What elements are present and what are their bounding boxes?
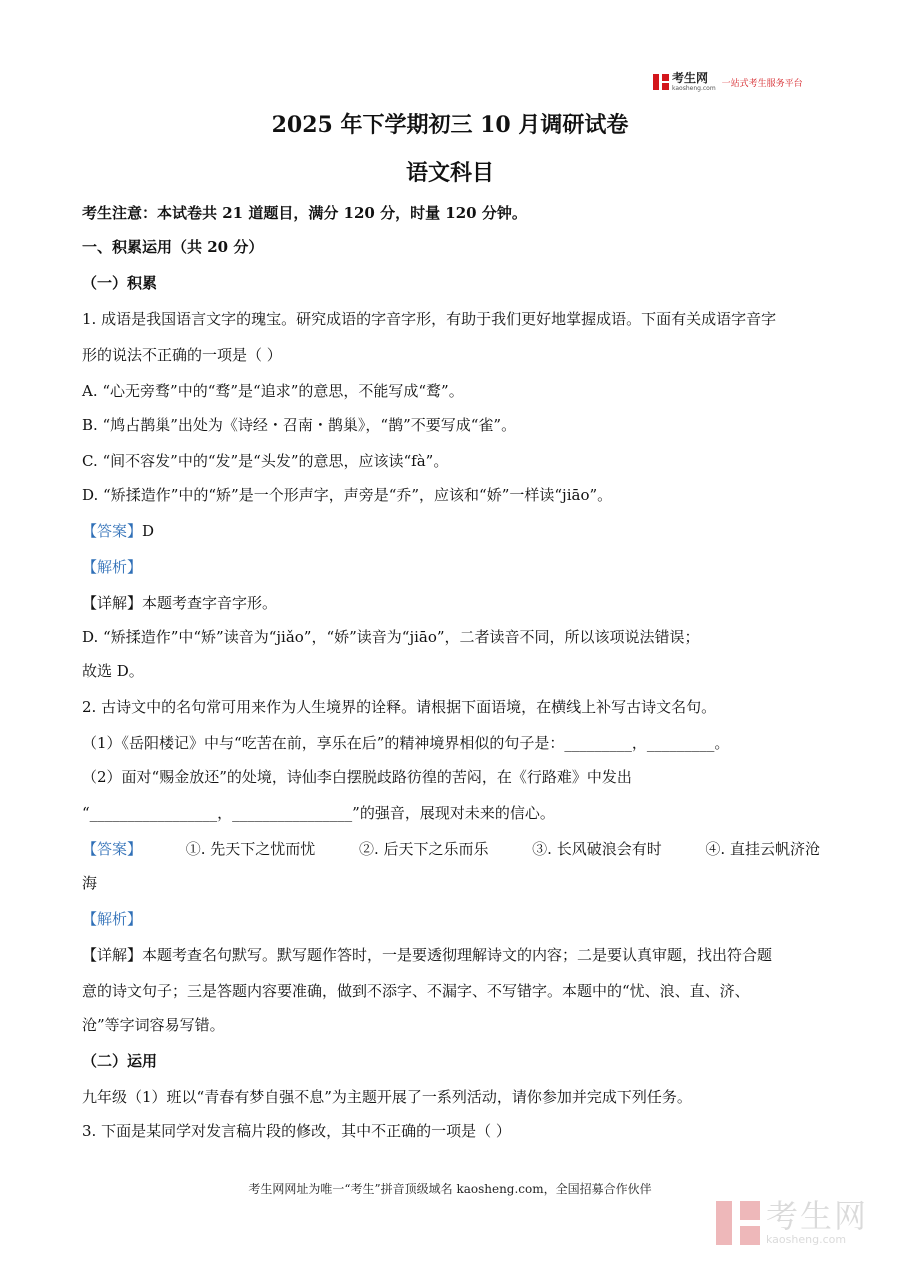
page-title: 2025 年下学期初三 10 月调研试卷 xyxy=(271,112,629,138)
analysis-tag: 【解析】 xyxy=(82,558,143,576)
question-2-stem: 2. 古诗文中的名句常可用来作为人生境界的诠释。请根据下面语境，在横线上补写古诗文名句。 xyxy=(82,698,717,716)
question-2-detail-line: 沧”等字词容易写错。 xyxy=(82,1016,225,1034)
answer-item: ③. 长风破浪会有时 xyxy=(532,840,662,858)
question-1-option-d: D. “矫揉造作”中的“矫”是一个形声字，声旁是“乔”，应该和“娇”一样读“jiāo”。 xyxy=(82,486,613,504)
question-1-detail: 【详解】本题考查字音字形。 xyxy=(82,594,278,612)
logo-slogan: 一站式考生服务平台 xyxy=(721,78,803,89)
question-1-answer xyxy=(82,520,822,541)
kaosheng-logo-icon xyxy=(653,74,669,90)
watermark xyxy=(716,1197,869,1246)
question-1-option-c: C. “间不容发”中的“发”是“头发”的意思，应该读“fà”。 xyxy=(82,452,449,470)
answer-tag: 【答案】 xyxy=(82,840,143,858)
question-2-part-1: （1）《岳阳楼记》中与“吃苦在前，享乐在后”的精神境界相似的句子是：_________，_________。 xyxy=(82,734,730,752)
answer-tag: 【答案】 xyxy=(82,522,143,540)
question-2-answer xyxy=(82,838,822,859)
question-1-option-a: A. “心无旁骛”中的“骛”是“追求”的意思，不能写成“鹜”。 xyxy=(82,382,464,400)
answer-item: ②. 后天下之乐而乐 xyxy=(358,840,489,858)
question-2-part-2: （2）面对“赐金放还”的处境，诗仙李白摆脱歧路彷徨的苦闷，在《行路难》中发出 xyxy=(82,768,632,786)
analysis-tag: 【解析】 xyxy=(82,910,143,928)
page-footer: 考生网网址为唯一“考生”拼音顶级域名 kaosheng.com，全国招募合作伙伴 xyxy=(248,1182,652,1196)
question-1-stem-cont: 形的说法不正确的一项是（ ） xyxy=(82,346,282,364)
task-context: 九年级（1）班以“青春有梦自强不息”为主题开展了一系列活动，请你参加并完成下列任务。 xyxy=(82,1088,692,1106)
logo-name: 考生网 xyxy=(672,71,709,85)
watermark-domain: kaosheng.com xyxy=(766,1233,847,1246)
header-logo[interactable] xyxy=(653,72,803,92)
exam-notice: 考生注意：本试卷共 21 道题目，满分 120 分，时量 120 分钟。 xyxy=(82,204,527,222)
question-1-stem: 1. 成语是我国语言文字的瑰宝。研究成语的字音字形，有助于我们更好地掌握成语。下面有关成语字音字 xyxy=(82,310,777,328)
answer-value: D xyxy=(142,522,155,540)
section-heading: 一、积累运用（共 20 分） xyxy=(82,238,264,256)
question-3-stem: 3. 下面是某同学对发言稿片段的修改，其中不正确的一项是（ ） xyxy=(82,1122,511,1140)
question-1-option-b: B. “鸠占鹊巢”出处为《诗经・召南・鹊巢》，“鹊”不要写成“雀”。 xyxy=(82,416,517,434)
question-1-conclusion: 故选 D。 xyxy=(82,662,144,680)
question-2-detail: 【详解】本题考查名句默写。默写题作答时，一是要透彻理解诗文的内容；二是要认真审题，找出符合题 xyxy=(82,946,773,964)
subsection-heading: （二）运用 xyxy=(82,1052,158,1070)
answer-wrap: 海 xyxy=(82,874,98,892)
logo-domain: kaosheng.com xyxy=(672,85,716,92)
subsection-heading: （一）积累 xyxy=(82,274,158,292)
answer-item: ①. 先天下之忧而忧 xyxy=(185,840,316,858)
watermark-name: 考生网 xyxy=(766,1197,869,1235)
question-1-detail-line: D. “矫揉造作”中“矫”读音为“jiǎo”，“娇”读音为“jiāo”，二者读音不同，所以该项说法错误； xyxy=(82,628,700,646)
question-2-detail-line: 意的诗文句子；三是答题内容要准确，做到不添字、不漏字、不写错字。本题中的“忧、浪、直、济、 xyxy=(82,982,750,1000)
answer-item: ④. 直挂云帆济沧 xyxy=(705,840,820,858)
kaosheng-watermark-icon xyxy=(716,1201,760,1245)
question-2-part-2-blanks: “_________________，________________”的强音，展现对未来的信心。 xyxy=(82,804,555,822)
page-subtitle: 语文科目 xyxy=(405,160,494,186)
